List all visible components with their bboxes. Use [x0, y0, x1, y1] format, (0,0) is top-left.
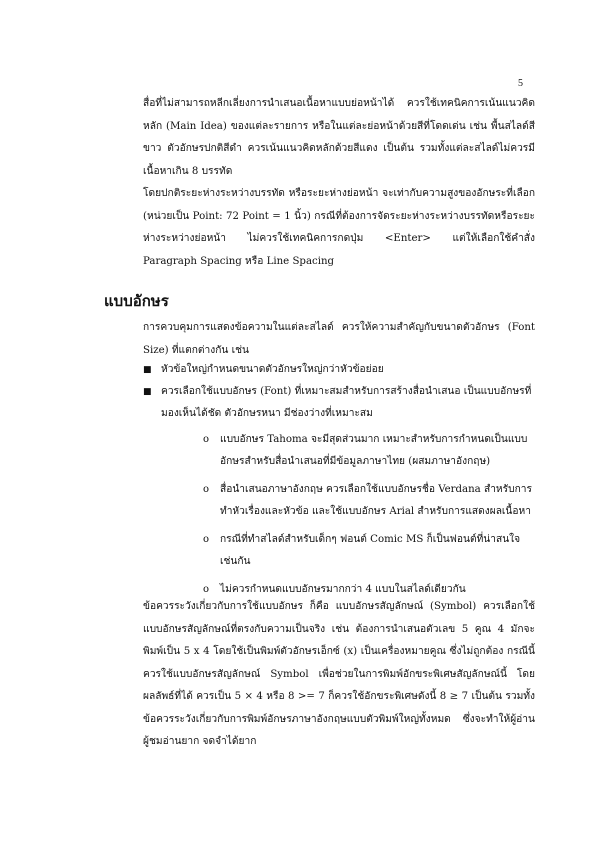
circle-bullet-icon: o [203, 584, 210, 595]
paragraph-symbol-caution: ข้อควรระวังเกี่ยวกับการใช้แบบอักษร ก็คือ แบบอักษรสัญลักษณ์ (Symbol) ควรเลือกใช้แบบอักษรสัญลักษณ์ที่ตรงกับความเป็นจริง เช่น ต้องการนำเสนอตัวเลข 5 คูณ 4 มักจะพิมพ์เป็น 5 x 4 โดยใช้เป็นพิมพ์ตัวอักษรเอ็กซ์ (x) เป็นเครื่องหมายคูณ ซึ่งไม่ถูกต้อง กรณีนี้ควรใช้แบบอักษรสัญลักษณ์ Symbol เพื่อช่วยในการพิมพ์อักขระพิเศษสัญลักษณ์นี้ โดยผลลัพธ์ที่ได้ ควรเป็น 5 × 4 หรือ 8 >= 7 ก็ควรใช้อักขระพิเศษดังนี้ 8 ≥ 7 เป็นต้น รวมทั้งข้อควรระวังเกี่ยวกับการพิมพ์อักษรภาษาอังกฤษแบบตัวพิมพ์ใหญ่ทั้งหมด ซึ่งจะทำให้ผู้อ่าน ผู้ชมอ่านยาก จดจำได้ยาก [143, 601, 535, 747]
paragraph-main-idea: สื่อที่ไม่สามารถหลีกเลี่ยงการนำเสนอเนื้อหาแบบย่อหน้าได้ ควรใช้เทคนิคการเน้นแนวคิดหลัก (Main Idea) ของแต่ละรายการ หรือในแต่ละย่อหน้าด้วยสีที่โดดเด่น เช่น พื้นสไลด์สีขาว ตัวอักษรปกติสีดำ ควรเน้นแนวคิดหลักด้วยสีแดง เป็นต้น รวมทั้งแต่ละสไลด์ไม่ควรมีเนื้อหาเกิน 8 บรรทัด [143, 98, 535, 177]
bullet-item [143, 381, 535, 601]
sub-bullet-text: สื่อนำเสนอภาษาอังกฤษ ควรเลือกใช้แบบอักษรชื่อ Verdana สำหรับการทำหัวเรื่องและหัวข้อ และใช้แบบอักษร Arial สำหรับการแสดงผลเนื้อหา [220, 484, 532, 517]
sub-bullet-list [161, 429, 535, 601]
paragraph-line-spacing: โดยปกติระยะห่างระหว่างบรรทัด หรือระยะห่างย่อหน้า จะเท่ากับความสูงของอักษระที่เลือก (หน่วยเป็น Point: 72 Point = 1 นิ้ว) กรณีที่ต้องการจัดระยะห่างระหว่างบรรทัดหรือระยะห่างระหว่างย่อหน้า ไม่ควรใช้เทคนิคการกดปุ่ม <Enter> แต่ให้เลือกใช้คำสั่ง Paragraph Spacing หรือ Line Spacing [143, 188, 535, 267]
bullet-item [143, 359, 535, 381]
sub-bullet-text: กรณีที่ทำสไลด์สำหรับเด็กๆ ฟอนต์ Comic MS ก็เป็นฟอนต์ที่น่าสนใจเช่นกัน [220, 534, 521, 567]
circle-bullet-icon: o [203, 434, 210, 445]
circle-bullet-icon: o [203, 534, 210, 545]
sub-bullet-item [203, 429, 535, 473]
sub-bullet-item [203, 479, 535, 523]
bullet-text: หัวข้อใหญ่กำหนดขนาดตัวอักษรใหญ่กว่าหัวข้อย่อย [161, 364, 384, 375]
square-bullet-icon: ■ [143, 365, 152, 375]
paragraph-font-size: การควบคุมการแสดงข้อความในแต่ละสไลด์ ควรให้ความสำคัญกับขนาดตัวอักษร (Font Size) ที่แตกต่างกัน เช่น [143, 322, 535, 356]
page-number: 5 [518, 78, 523, 89]
square-bullet-icon: ■ [143, 387, 152, 397]
circle-bullet-icon: o [203, 484, 210, 495]
bullet-text: ควรเลือกใช้แบบอักษร (Font) ที่เหมาะสมสำหรับการสร้างสื่อนำเสนอ เป็นแบบอักษรที่มองเห็นได้ชัด ตัวอักษรหนา มีช่องว่างที่เหมาะสม [161, 386, 532, 419]
section-heading-font: แบบอักษร [104, 292, 169, 310]
sub-bullet-text: ไม่ควรกำหนดแบบอักษรมากกว่า 4 แบบในสไลด์เดียวกัน [220, 584, 466, 595]
sub-bullet-text: แบบอักษร Tahoma จะมีสุดส่วนมาก เหมาะสำหรับการกำหนดเป็นแบบอักษรสำหรับสื่อนำเสนอที่มีข้อมูลภาษาไทย (ผสมภาษาอังกฤษ) [220, 434, 528, 467]
bullet-list [143, 359, 535, 607]
sub-bullet-item [203, 529, 535, 573]
